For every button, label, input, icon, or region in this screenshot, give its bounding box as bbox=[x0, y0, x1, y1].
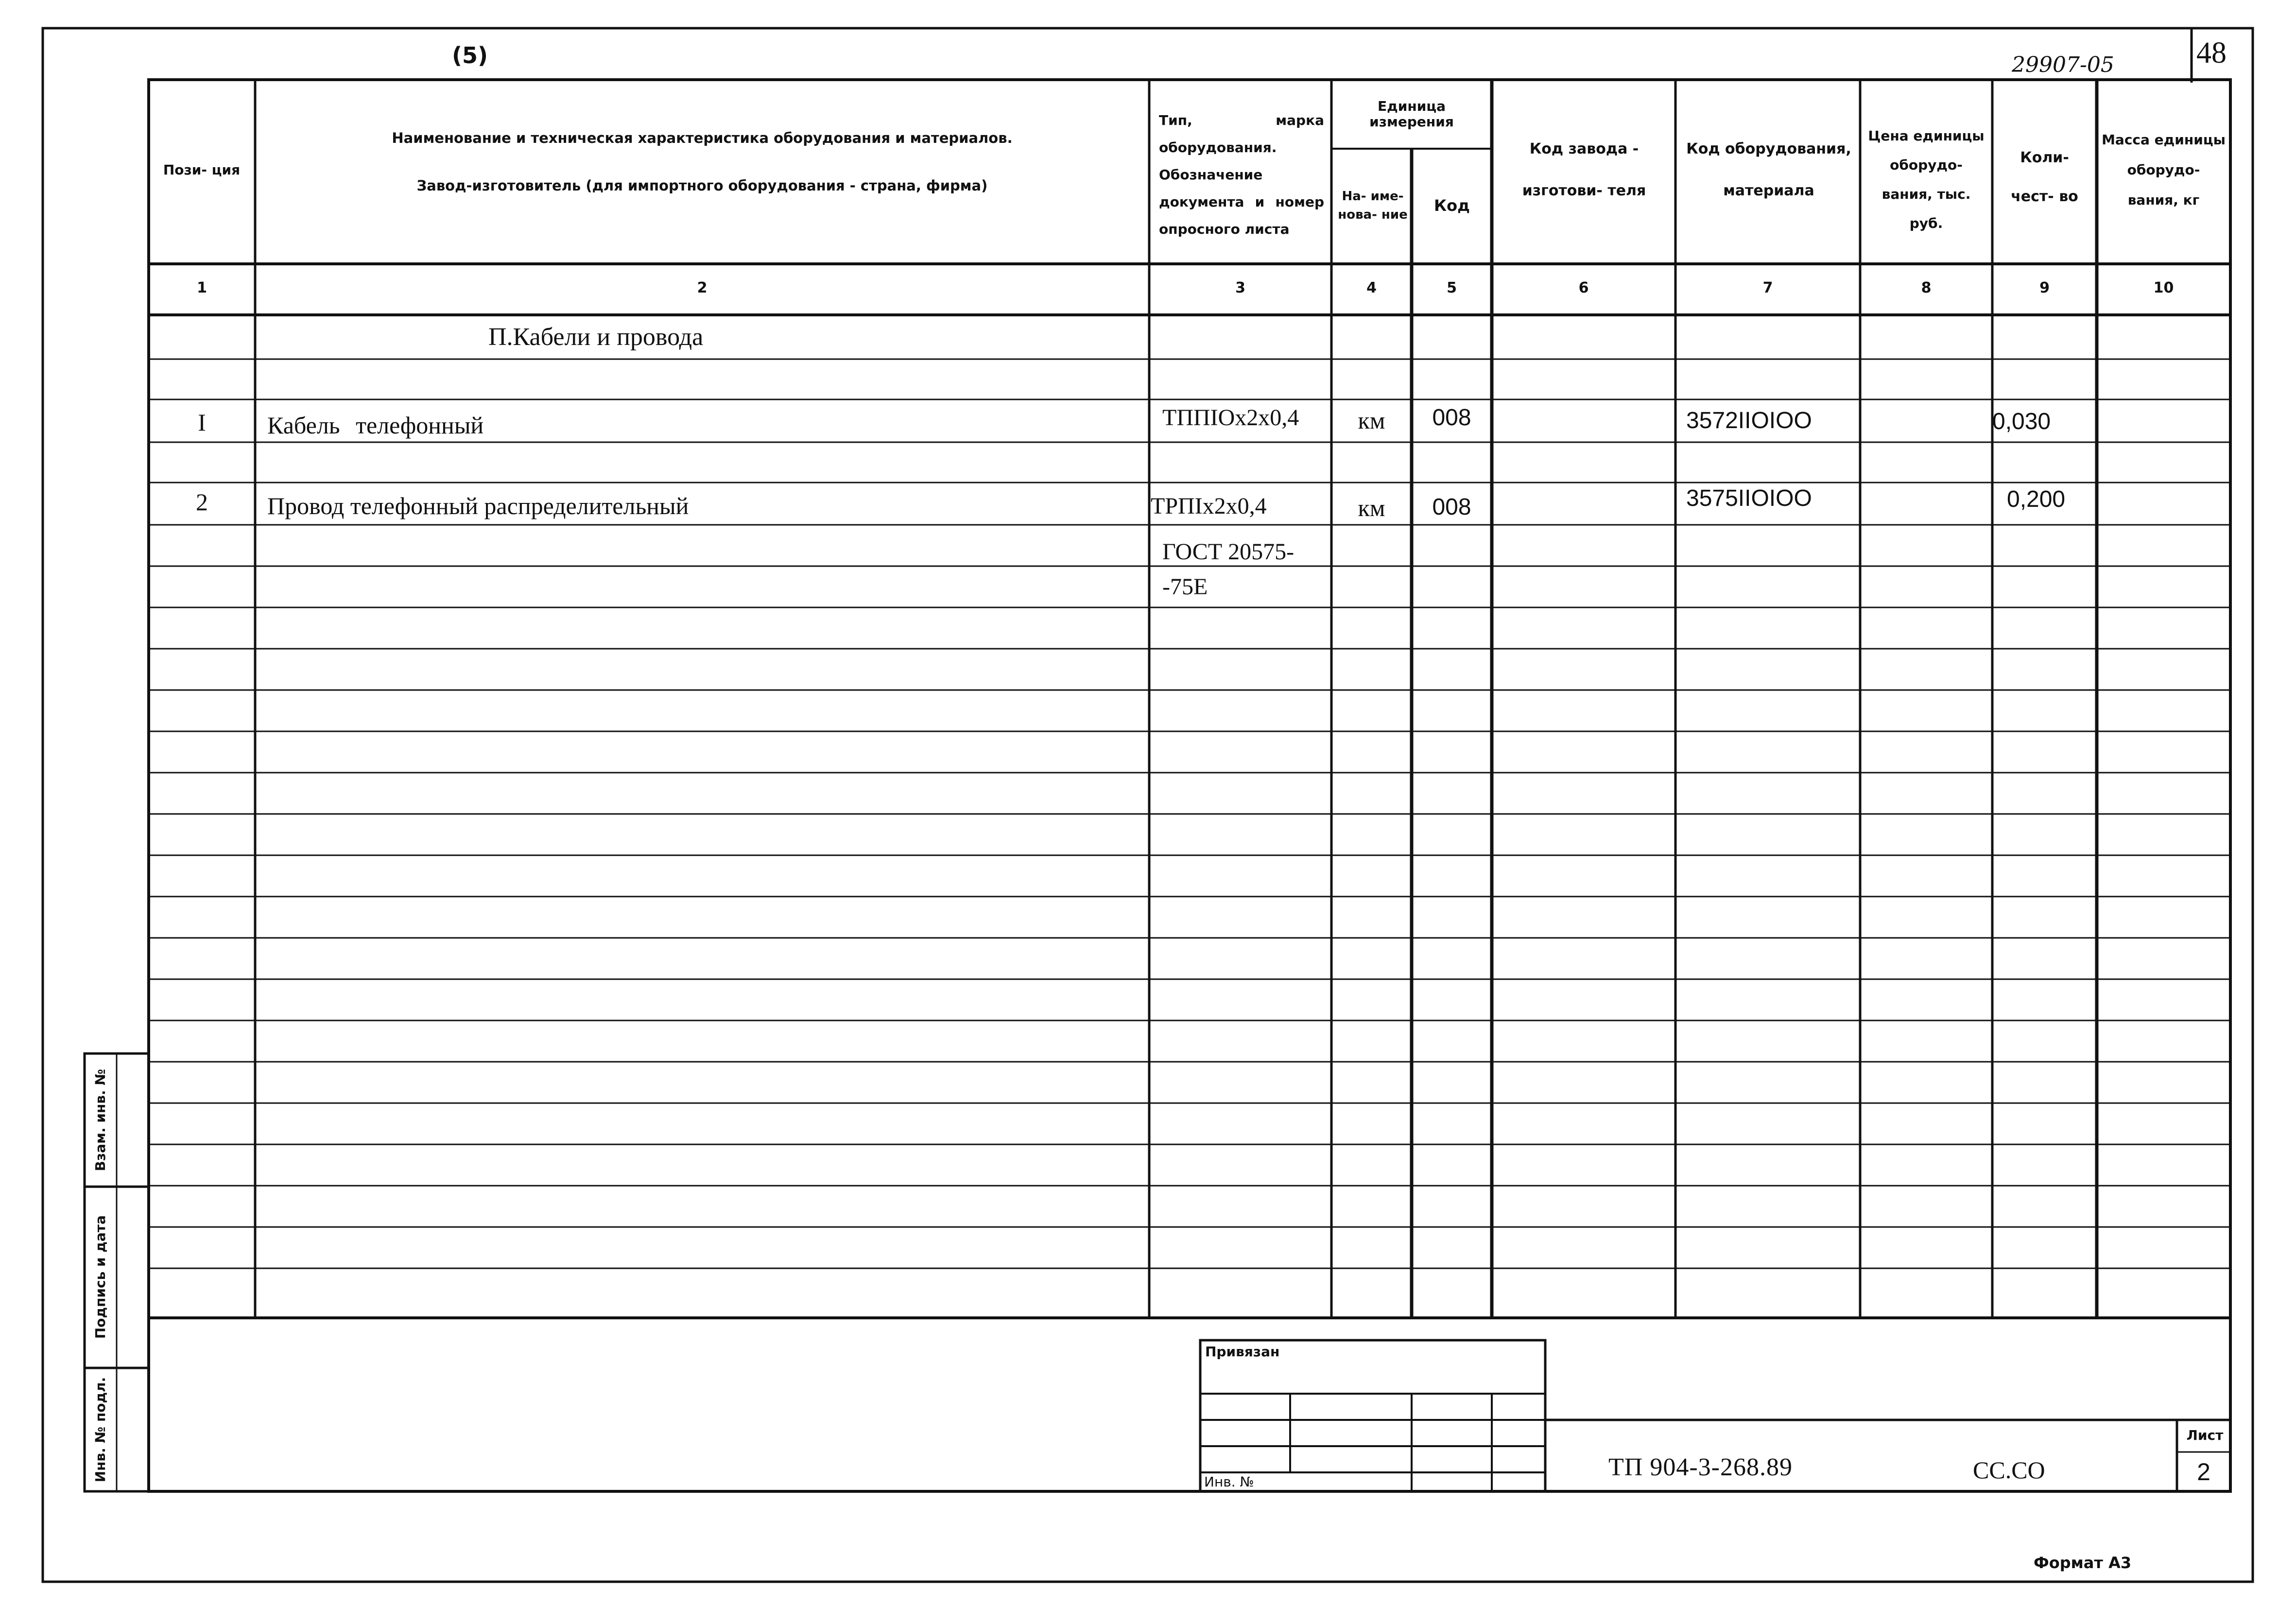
item-2-equipment-code: 3575IIOIOO bbox=[1686, 485, 1812, 511]
item-1-name: Кабель телефонный bbox=[267, 412, 484, 439]
item-2-quantity: 0,200 bbox=[2007, 486, 2066, 512]
header-price: Цена единицы оборудо- вания, тыс. руб. bbox=[1868, 128, 1985, 231]
section-title: П.Кабели и провода bbox=[488, 323, 704, 351]
item-2-unit: км bbox=[1358, 494, 1385, 521]
doc-number-handwritten: 29907-05 bbox=[2012, 52, 2114, 77]
column-number-7: 7 bbox=[1762, 279, 1773, 296]
item-1-unit-code: 008 bbox=[1432, 405, 1471, 431]
header-position: Пози- ция bbox=[163, 161, 241, 178]
column-number-5: 5 bbox=[1447, 279, 1457, 296]
column-number-1: 1 bbox=[197, 279, 207, 296]
header-name-line2: Завод-изготовитель (для импортного оборудования - страна, фирма) bbox=[416, 177, 988, 194]
title-block-privyazan: Привязан bbox=[1205, 1344, 1280, 1360]
column-number-9: 9 bbox=[2039, 279, 2050, 296]
sheet-label: Лист bbox=[2186, 1427, 2224, 1443]
item-1-quantity: 0,030 bbox=[1992, 409, 2051, 434]
sheet-number: 2 bbox=[2197, 1458, 2210, 1486]
item-2-type-standard: ГОСТ 20575- bbox=[1162, 539, 1295, 565]
header-type: Тип, марка оборудования. Обозначение документа и номер опросного листа bbox=[1159, 112, 1324, 237]
column-number-2: 2 bbox=[697, 279, 708, 296]
item-1-position: I bbox=[198, 409, 206, 436]
item-1-type: ТППIОх2х0,4 bbox=[1162, 405, 1299, 431]
header-unit-name: На- име- нова- ние bbox=[1338, 189, 1408, 222]
item-1-equipment-code: 3572IIOIOO bbox=[1686, 408, 1812, 433]
item-2-type-standard-suffix: -75Е bbox=[1162, 574, 1208, 600]
header-name-line1: Наименование и техническая характеристика оборудования и материалов. bbox=[392, 130, 1013, 146]
item-2-unit-code: 008 bbox=[1432, 494, 1471, 520]
page-number-box: 48 bbox=[2196, 36, 2227, 69]
title-block-inv-no: Инв. № bbox=[1204, 1474, 1254, 1490]
drawing-mark: СС.СО bbox=[1973, 1456, 2045, 1484]
header-equipment-code: Код оборудования, материала bbox=[1686, 140, 1851, 199]
format-label: Формат А3 bbox=[2034, 1554, 2132, 1572]
side-stamp-inv-podl: Инв. № подл. bbox=[92, 1377, 108, 1483]
column-number-4: 4 bbox=[1366, 279, 1377, 296]
top-label: (5) bbox=[452, 42, 488, 69]
column-number-10: 10 bbox=[2153, 279, 2174, 296]
item-2-position: 2 bbox=[196, 488, 208, 516]
side-stamp-vzam-inv: Взам. инв. № bbox=[92, 1069, 108, 1172]
header-mass: Масса единицы оборудо- вания, кг bbox=[2102, 132, 2226, 208]
header-quantity: Коли- чест- во bbox=[2011, 149, 2078, 205]
item-1-unit: км bbox=[1358, 407, 1385, 434]
side-stamp-podpis-data: Подпись и дата bbox=[92, 1215, 108, 1339]
header-factory-code: Код завода - изготови- теля bbox=[1522, 140, 1646, 199]
column-number-8: 8 bbox=[1921, 279, 1932, 296]
header-unit-code: Код bbox=[1434, 196, 1470, 215]
column-number-3: 3 bbox=[1235, 279, 1245, 296]
project-code: ТП 904-3-268.89 bbox=[1608, 1453, 1793, 1481]
column-number-6: 6 bbox=[1578, 279, 1589, 296]
item-2-type: ТРПIх2х0,4 bbox=[1151, 493, 1267, 519]
header-unit-group: Единица измерения bbox=[1369, 98, 1454, 130]
item-2-name: Провод телефонный распределительный bbox=[267, 492, 689, 519]
